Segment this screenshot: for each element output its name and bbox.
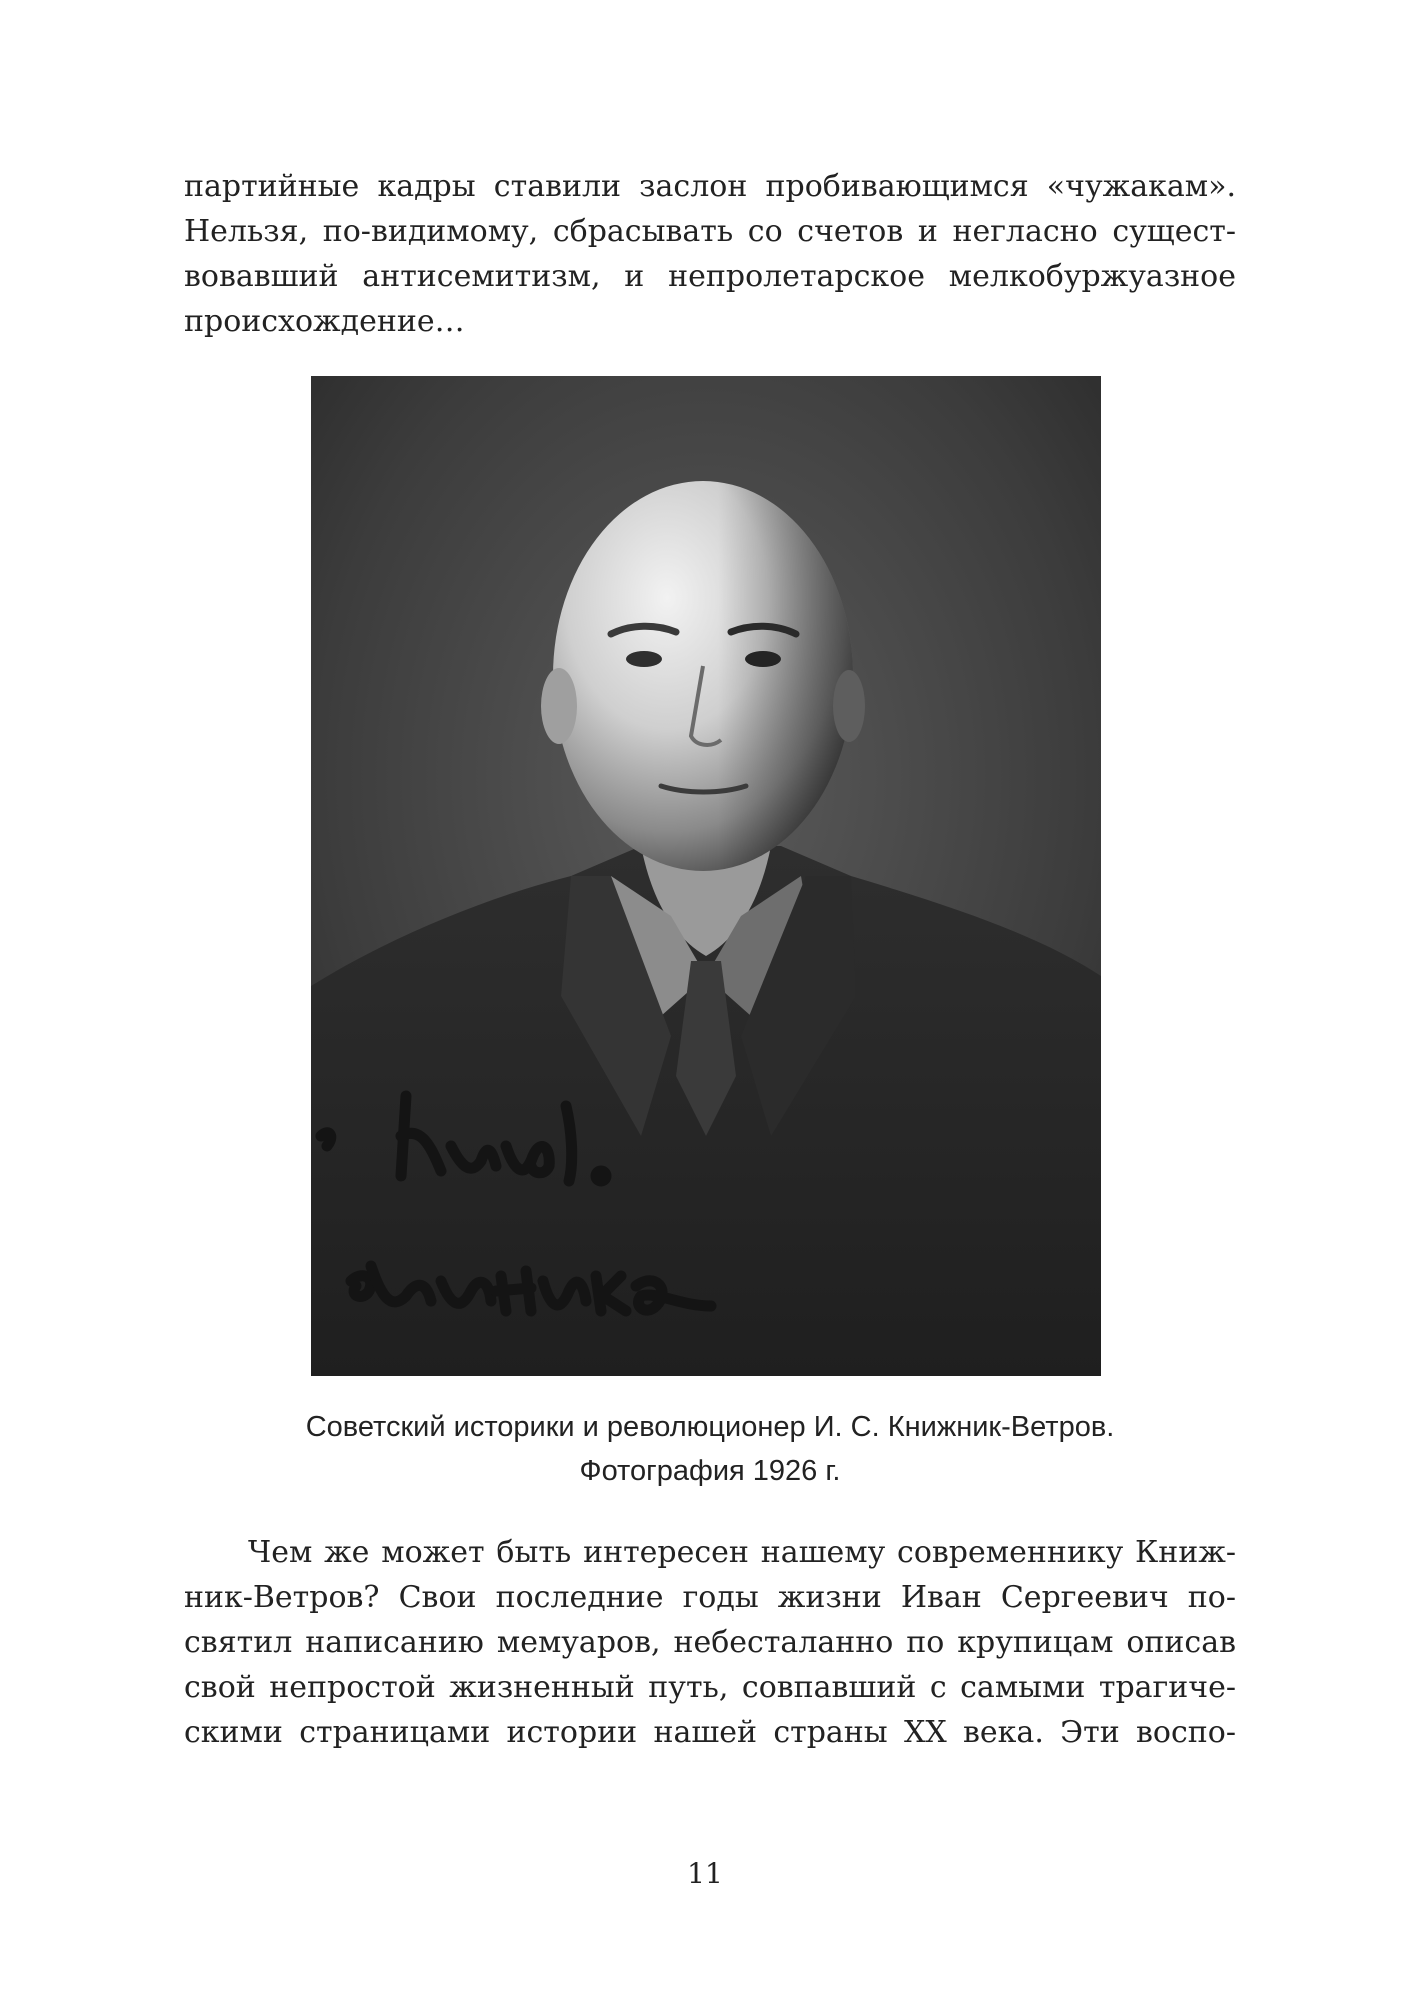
paragraph-line: свой непростой жизненный путь, совпавший с самыми трагиче-: [184, 1670, 1236, 1705]
paragraph-line: вовавший антисемитизм, и непролетарское мелкобуржуазное: [184, 259, 1236, 294]
bottom-paragraph: [184, 1530, 1236, 1755]
paragraph-line: Чем же может быть интересен нашему современнику Книж-: [248, 1535, 1236, 1570]
paragraph-line: святил написанию мемуаров, небесталанно по крупицам описав: [184, 1625, 1236, 1660]
caption-line-2: Фотография 1926 г.: [579, 1455, 841, 1487]
paragraph-line: скими страницами истории нашей страны XX века. Эти воспо-: [184, 1715, 1236, 1750]
photo-caption: [184, 1405, 1236, 1493]
top-paragraph: [184, 164, 1236, 344]
page-number: 11: [687, 1857, 723, 1890]
portrait-photo: [311, 376, 1101, 1376]
portrait-illustration: [311, 376, 1101, 1376]
paragraph-line: ник-Ветров? Свои последние годы жизни Иван Сергеевич по-: [184, 1580, 1236, 1615]
caption-line-1: Советский историки и революционер И. С. Книжник-Ветров.: [305, 1411, 1115, 1443]
paragraph-line: происхождение…: [184, 304, 465, 339]
paragraph-line: партийные кадры ставили заслон пробивающимся «чужакам».: [184, 169, 1236, 204]
paragraph-line: Нельзя, по-видимому, сбрасывать со счетов и негласно сущест-: [184, 214, 1236, 249]
